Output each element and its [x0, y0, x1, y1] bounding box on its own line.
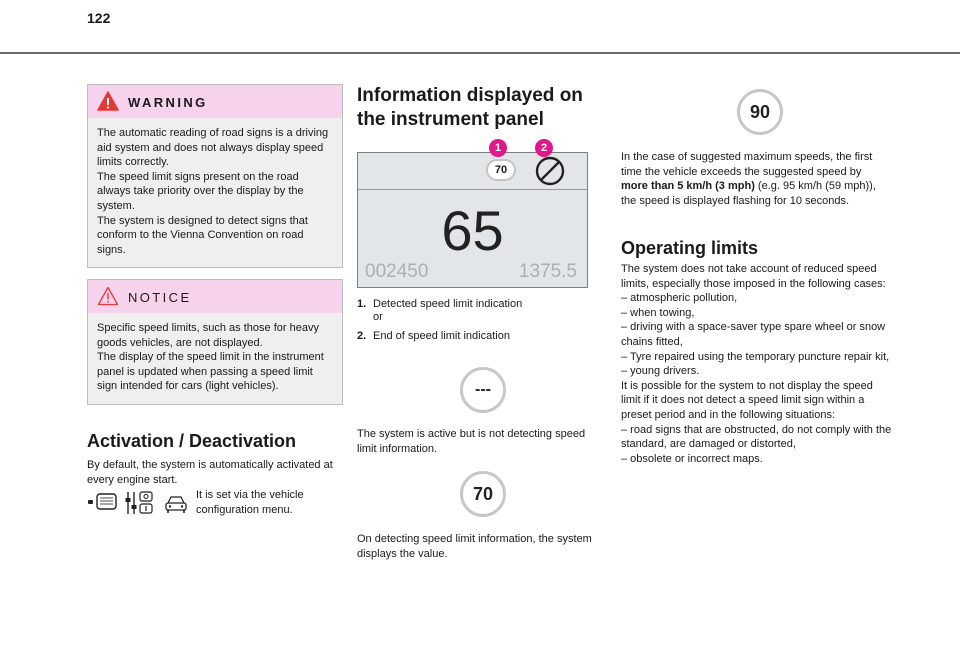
marker-2: 2 [535, 139, 553, 157]
warning-box [87, 84, 343, 268]
car-icon [164, 494, 188, 516]
list-or: or [373, 311, 383, 323]
speed-limit-value: 70 [494, 164, 508, 176]
notice-body: Specific speed limits, such as those for heavy goods vehicles, are not displayed. The display of the speed limit in the instrument panel is updated when passing a speed limit sign intended for cars (light vehicles). [97, 322, 324, 393]
suggested-post: (e.g. 95 km/h (59 mph)), the speed is displayed flashing for 10 seconds. [621, 180, 876, 207]
trip-meter: 1375.5 [518, 261, 577, 282]
speed-90-value: 90 [749, 102, 771, 122]
speed-90-sign [737, 89, 783, 135]
suggested-pre: In the case of suggested maximum speeds, the first time the vehicle exceeds the suggested speed by [621, 151, 873, 178]
limits-body: The system does not take account of reduced speed limits, especially those imposed in the following cases: – atmospheric pollution, – when towing, – driving with a space-saver type spare wheel or snow chains fitted, – Tyre repaired using the temporary puncture repair kit, – young drivers. It is possible for the system to not display the speed limit if it does not detect a speed limit sign within a preset period and in the following situations: – road signs that are obstructed, do not comply with the standard, are damaged or distorted, – obsolete or incorrect maps. [621, 263, 892, 465]
screen-icon [88, 492, 118, 512]
list-number: 1. [357, 298, 367, 310]
warning-title: WARNING [128, 95, 208, 110]
marker-1: 1 [489, 139, 507, 157]
limits-heading: Operating limits [621, 238, 759, 258]
no-limit-sign [460, 367, 506, 413]
no-limit-dashes: --- [475, 381, 491, 398]
suggested-speed-text [621, 150, 885, 208]
current-speed: 65 [441, 199, 504, 262]
list-text: Detected speed limit indication [373, 298, 523, 310]
notice-title: NOTICE [128, 290, 192, 305]
suggested-bold: more than 5 km/h (3 mph) [621, 180, 755, 193]
list-item [357, 298, 522, 324]
activation-body: By default, the system is automatically activated at every engine start. [87, 459, 333, 486]
speed-70-value: 70 [472, 484, 494, 504]
list-item [357, 330, 510, 343]
header-rule [0, 52, 960, 54]
display-separator [358, 189, 587, 190]
warning-header [88, 85, 342, 118]
end-of-limit-icon [534, 155, 566, 187]
notice-header [88, 280, 342, 313]
instrument-panel-display [357, 152, 588, 288]
list-number: 2. [357, 330, 367, 342]
warning-body: The automatic reading of road signs is a driving aid system and does not always display speed limits correctly. The speed limit signs present on the road always take priority over the display by the system. The system is designed to detect signs that conform to the Vienna Convention on road signs. [97, 127, 329, 256]
speed-70-sign [460, 471, 506, 517]
notice-triangle-icon [97, 286, 119, 306]
detecting-text: On detecting speed limit information, the system displays the value. [357, 533, 592, 560]
list-text: End of speed limit indication [373, 330, 510, 342]
odometer: 002450 [365, 261, 429, 282]
speed-limit-sign [486, 159, 516, 181]
activation-heading: Activation / Deactivation [87, 431, 297, 451]
warning-triangle-icon [97, 91, 119, 111]
settings-icon [124, 490, 158, 516]
not-detecting-text: The system is active but is not detecting speed limit information. [357, 428, 586, 455]
config-text: It is set via the vehicle configuration menu. [196, 489, 304, 516]
info-heading: Information displayed on the instrument panel [357, 85, 583, 130]
notice-box [87, 279, 343, 405]
page-number: 122 [87, 10, 111, 26]
